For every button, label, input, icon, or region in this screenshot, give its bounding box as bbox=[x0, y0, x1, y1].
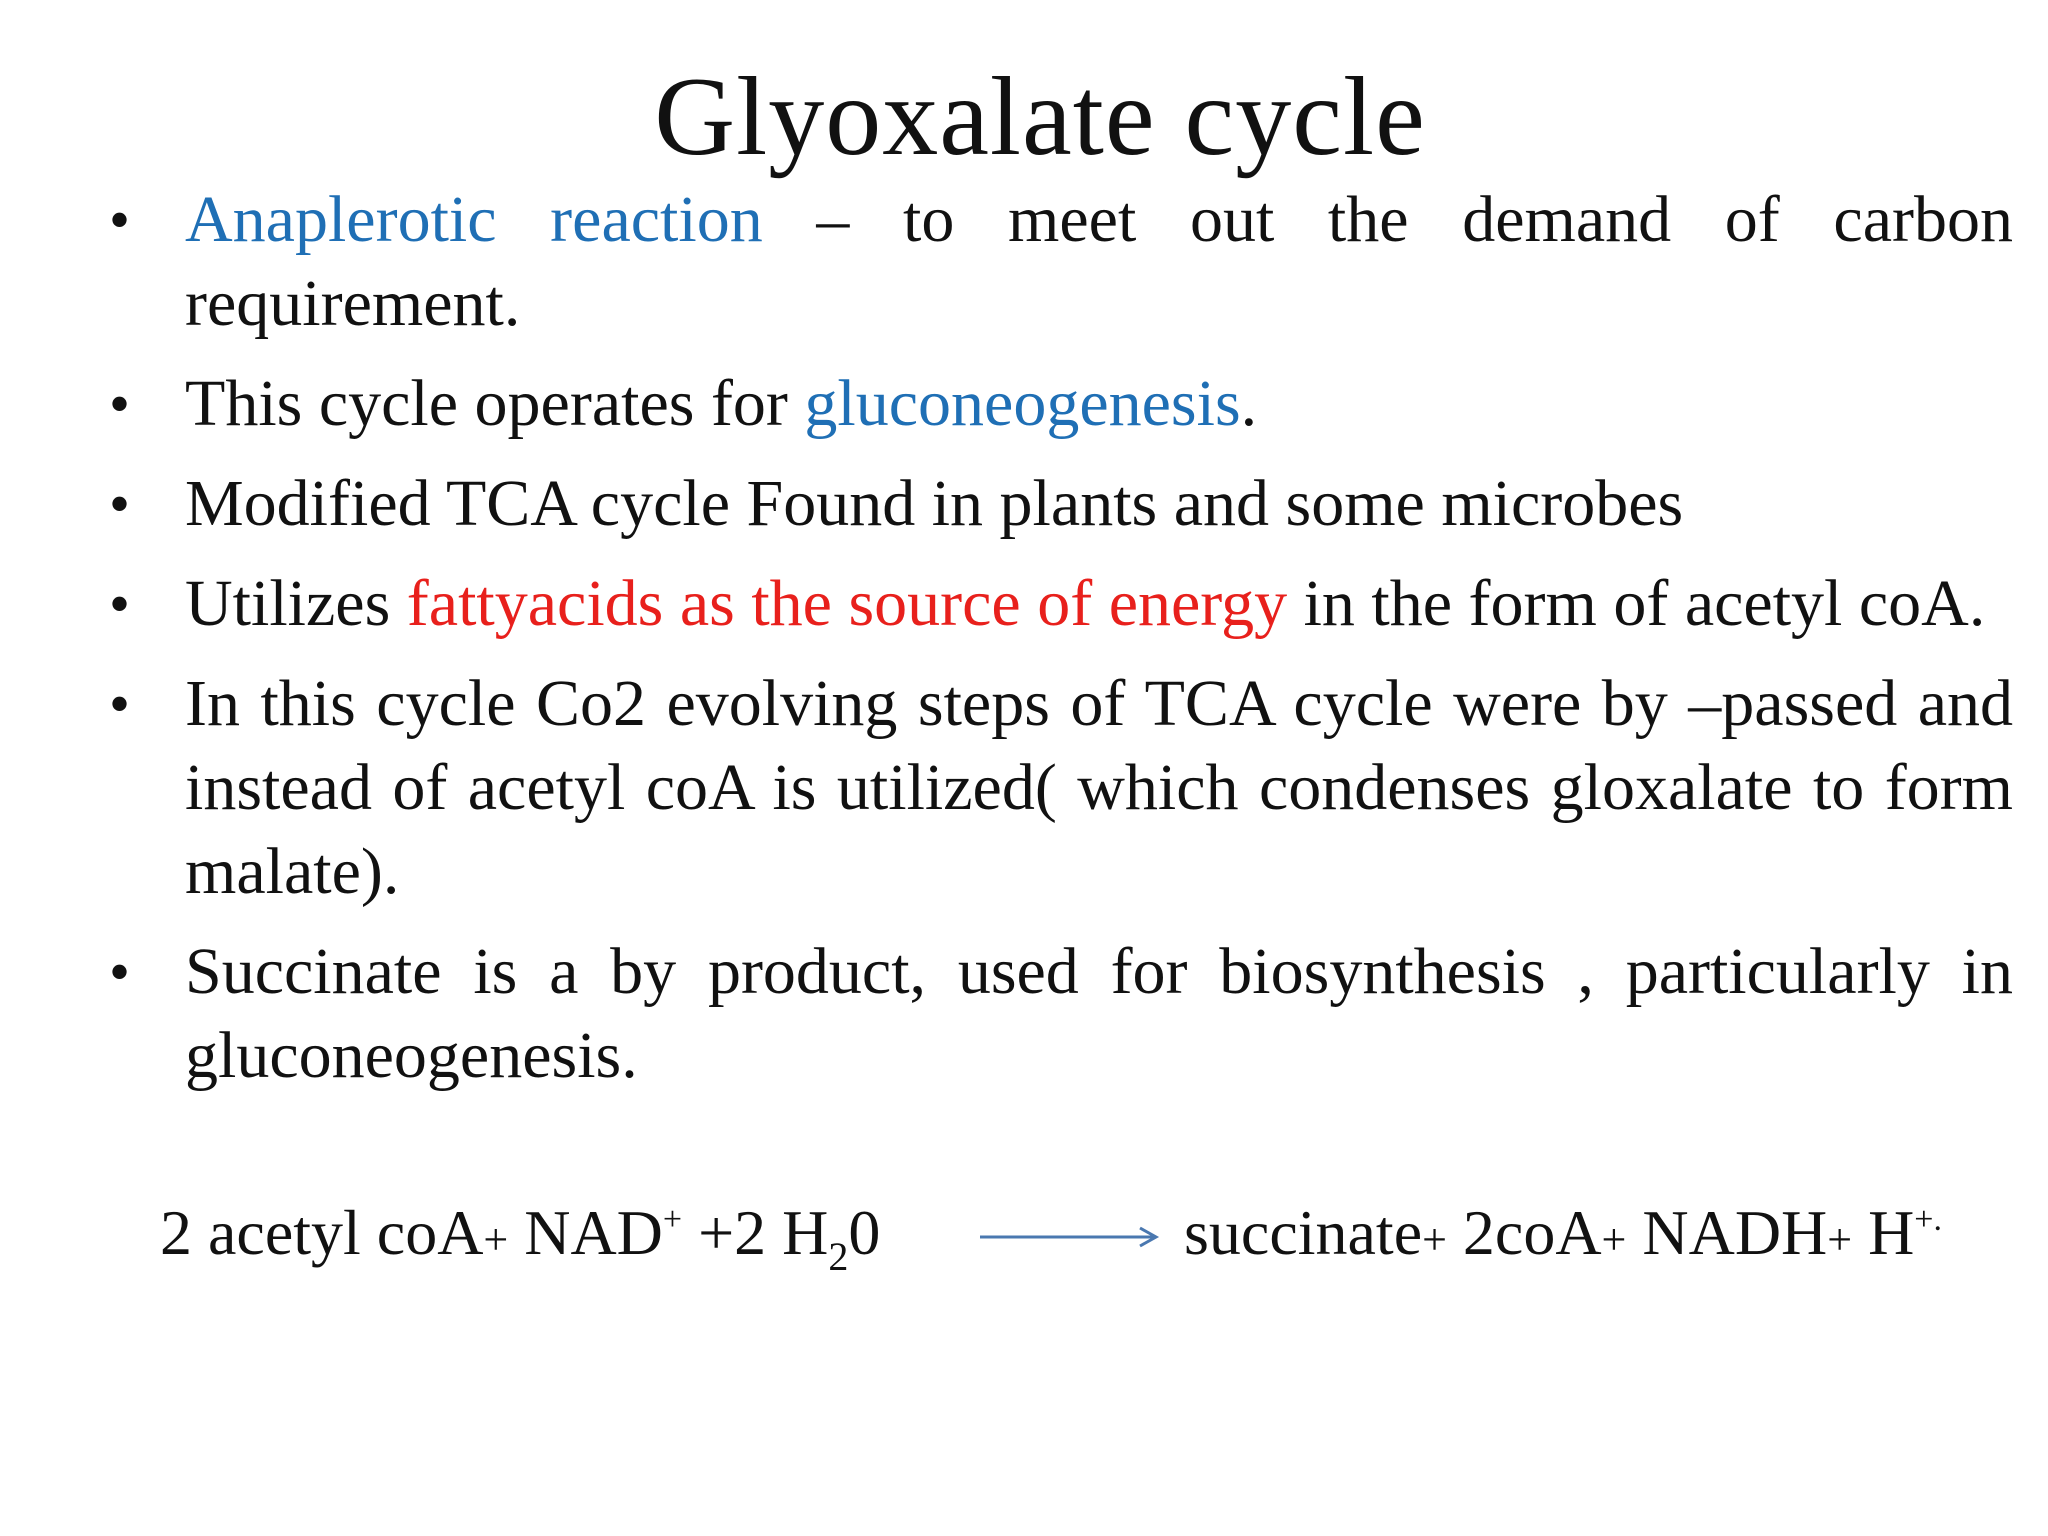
eq-text: +2 H bbox=[682, 1197, 829, 1268]
eq-plus: + bbox=[1601, 1215, 1627, 1264]
bullet-text: Modified TCA cycle Found in plants and some microbes bbox=[185, 467, 1684, 540]
eq-text: NAD bbox=[508, 1197, 663, 1268]
reaction-equation bbox=[160, 1188, 2020, 1288]
slide-title: Glyoxalate cycle bbox=[654, 55, 1426, 179]
eq-text: 0 bbox=[848, 1197, 881, 1268]
bullet-item-anaplerotic bbox=[185, 178, 2013, 346]
bullet-item-gluconeogenesis bbox=[185, 362, 2013, 446]
bullet-item-co2 bbox=[185, 662, 2013, 914]
bullet-text: This cycle operates for bbox=[185, 367, 805, 440]
bullet-text: Utilizes bbox=[185, 567, 407, 640]
bullet-item-fattyacids bbox=[185, 562, 2013, 646]
eq-plus: + bbox=[483, 1215, 509, 1264]
bullet-text: In this cycle Co2 evolving steps of TCA cycle were by –passed and instead of acetyl coA is utilized( which condenses gloxalate to form malate). bbox=[185, 667, 2013, 908]
bullet-item-modified-tca bbox=[185, 462, 2013, 546]
highlight-gluconeogenesis: gluconeogenesis bbox=[804, 367, 1241, 440]
eq-text: 2 acetyl coA bbox=[160, 1197, 484, 1268]
equation-reactants bbox=[160, 1188, 880, 1285]
eq-superscript: + bbox=[662, 1201, 683, 1238]
eq-text: NADH bbox=[1626, 1197, 1828, 1268]
eq-plus: + bbox=[1422, 1215, 1447, 1264]
highlight-fattyacids: fattyacids as the source of energy bbox=[406, 567, 1288, 640]
eq-text: H bbox=[1852, 1197, 1915, 1268]
eq-plus: + bbox=[1827, 1215, 1853, 1264]
bullet-item-succinate bbox=[185, 930, 2013, 1098]
bullet-text: Succinate is a by product, used for biosynthesis , particularly in gluconeogenesis. bbox=[185, 935, 2013, 1092]
eq-text: 2coA bbox=[1446, 1197, 1602, 1268]
bullet-list bbox=[185, 178, 2013, 1114]
equation-products bbox=[1184, 1188, 1942, 1285]
bullet-text: . bbox=[1240, 367, 1258, 440]
eq-superscript: +. bbox=[1914, 1201, 1942, 1238]
eq-text: succinate bbox=[1184, 1197, 1423, 1268]
highlight-anaplerotic: Anaplerotic reaction bbox=[185, 183, 763, 256]
eq-subscript: 2 bbox=[828, 1234, 849, 1279]
reaction-arrow-icon bbox=[980, 1222, 1160, 1252]
bullet-text: – to meet out the demand of carbon requirement. bbox=[185, 183, 2013, 340]
bullet-text: in the form of acetyl coA. bbox=[1287, 567, 1986, 640]
